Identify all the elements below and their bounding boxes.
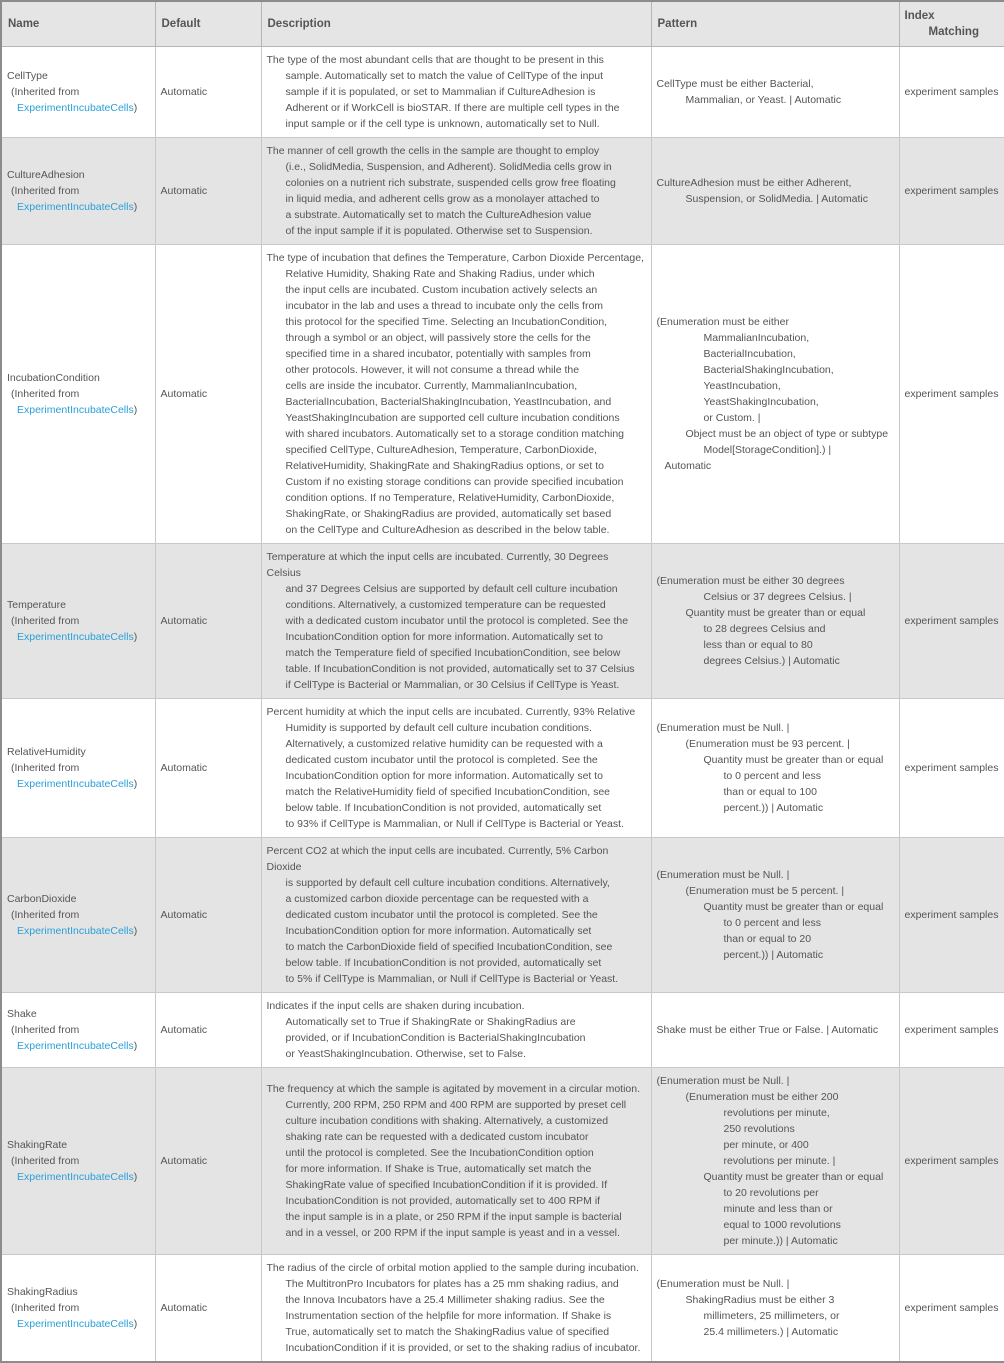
default-cell: Automatic xyxy=(155,138,261,245)
description-cell xyxy=(261,1068,651,1255)
pattern-line: (Enumeration must be Null. | xyxy=(656,722,790,734)
table-row xyxy=(1,245,1004,544)
table-row xyxy=(1,699,1004,838)
description-line: Automatically set to True if ShakingRate or ShakingRadius are xyxy=(285,1016,576,1028)
name-cell xyxy=(1,47,155,138)
option-name: CultureAdhesion xyxy=(7,169,85,181)
index-matching-cell: experiment samples xyxy=(899,245,1004,544)
inherited-suffix: ) xyxy=(133,1318,138,1330)
pattern-cell xyxy=(651,544,899,699)
header-index-matching xyxy=(899,1,1004,47)
description-line: IncubationCondition option for more information. Automatically set to xyxy=(285,631,604,643)
name-cell xyxy=(1,138,155,245)
pattern-line: Automatic xyxy=(664,460,712,472)
header-index-matching-line1: Index xyxy=(904,10,935,22)
index-matching-cell: experiment samples xyxy=(899,993,1004,1068)
inherited-source xyxy=(7,776,150,792)
option-name: Temperature xyxy=(7,599,66,611)
description-line: the Innova Incubators have a 25.4 Millimeter shaking radius. See the xyxy=(285,1294,605,1306)
description-line: The frequency at which the sample is agitated by movement in a circular motion. xyxy=(266,1083,641,1095)
description-line: input sample or if the cell type is unknown, automatically set to Null. xyxy=(285,118,600,130)
table-row xyxy=(1,1255,1004,1363)
pattern-line: CultureAdhesion must be either Adherent, xyxy=(656,177,852,189)
inherited-source xyxy=(7,1169,150,1185)
description-cell xyxy=(261,138,651,245)
description-line: other protocols. However, it will not consume a thread while the xyxy=(285,364,580,376)
description-cell xyxy=(261,699,651,838)
pattern-line: (Enumeration must be either 200 xyxy=(685,1091,839,1103)
description-line: dedicated custom incubator until the protocol is completed. See the xyxy=(285,909,598,921)
description-line: The type of the most abundant cells that are thought to be present in this xyxy=(266,54,604,66)
description-line: conditions. Alternatively, a customized temperature can be requested xyxy=(285,599,606,611)
pattern-line: MammalianIncubation, xyxy=(703,332,810,344)
description-line: specified time in a shared incubator, potentially with samples from xyxy=(285,348,591,360)
inherited-source xyxy=(7,1316,150,1332)
description-line: if CellType is Bacterial or Mammalian, or 30 Celsius if CellType is Yeast. xyxy=(285,679,620,691)
inherited-link[interactable]: ExperimentIncubateCells xyxy=(17,404,134,416)
inherited-suffix: ) xyxy=(133,631,138,643)
description-line: until the protocol is completed. See the IncubationCondition option xyxy=(285,1147,594,1159)
description-line: IncubationCondition option for more information. Automatically set to xyxy=(285,770,604,782)
option-name: ShakingRate xyxy=(7,1139,68,1151)
pattern-line: BacterialIncubation, xyxy=(703,348,796,360)
pattern-line: millimeters, 25 millimeters, or xyxy=(703,1310,840,1322)
description-line: a substrate. Automatically set to match the CultureAdhesion value xyxy=(285,209,592,221)
inherited-source xyxy=(7,402,150,418)
index-matching-cell: experiment samples xyxy=(899,544,1004,699)
description-line: Alternatively, a customized relative humidity can be requested with a xyxy=(285,738,603,750)
pattern-cell xyxy=(651,138,899,245)
header-default: Default xyxy=(155,1,261,47)
inherited-label: (Inherited from xyxy=(11,1024,80,1036)
description-line: culture incubation conditions with shaking. Alternatively, a customized xyxy=(285,1115,609,1127)
description-cell xyxy=(261,838,651,993)
pattern-line: than or equal to 20 xyxy=(723,933,812,945)
pattern-line: degrees Celsius.) | Automatic xyxy=(703,655,840,667)
option-name: CarbonDioxide xyxy=(7,893,77,905)
option-name: Shake xyxy=(7,1008,37,1020)
table-row xyxy=(1,993,1004,1068)
pattern-line: per minute.)) | Automatic xyxy=(723,1235,838,1247)
header-index-matching-line2: Matching xyxy=(928,26,979,38)
inherited-suffix: ) xyxy=(133,404,138,416)
header-name: Name xyxy=(1,1,155,47)
pattern-line: percent.)) | Automatic xyxy=(723,802,824,814)
pattern-cell xyxy=(651,838,899,993)
pattern-line: Shake must be either True or False. | Automatic xyxy=(656,1024,879,1036)
pattern-line: 250 revolutions xyxy=(723,1123,795,1135)
description-line: or YeastShakingIncubation. Otherwise, set to False. xyxy=(285,1048,526,1060)
inherited-label: (Inherited from xyxy=(11,615,80,627)
description-line: to 93% if CellType is Mammalian, or Null if CellType is Bacterial or Yeast. xyxy=(285,818,624,830)
option-name: CellType xyxy=(7,70,48,82)
description-line: on the CellType and CultureAdhesion as described in the below table. xyxy=(285,524,610,536)
description-line: provided, or if IncubationCondition is BacterialShakingIncubation xyxy=(285,1032,586,1044)
description-line: match the Temperature field of specified IncubationCondition, see below xyxy=(285,647,621,659)
pattern-line: Quantity must be greater than or equal xyxy=(703,754,884,766)
option-name: ShakingRadius xyxy=(7,1286,78,1298)
description-line: Temperature at which the input cells are incubated. Currently, 30 Degrees Celsius xyxy=(266,551,609,579)
description-line: IncubationCondition if it is provided, or set to the shaking radius of incubator. xyxy=(285,1342,641,1354)
pattern-line: to 0 percent and less xyxy=(723,917,821,929)
table-row xyxy=(1,138,1004,245)
description-line: to match the CarbonDioxide field of specified IncubationCondition, see xyxy=(285,941,613,953)
pattern-line: or Custom. | xyxy=(703,412,761,424)
description-line: Indicates if the input cells are shaken during incubation. xyxy=(266,1000,525,1012)
pattern-cell xyxy=(651,1255,899,1363)
description-line: the input cells are incubated. Custom incubation actively selects an xyxy=(285,284,598,296)
description-cell xyxy=(261,245,651,544)
pattern-line: Quantity must be greater than or equal xyxy=(685,607,866,619)
header-row xyxy=(1,1,1004,47)
description-line: this protocol for the specified Time. Selecting an IncubationCondition, xyxy=(285,316,608,328)
pattern-line: Mammalian, or Yeast. | Automatic xyxy=(685,94,842,106)
name-cell xyxy=(1,993,155,1068)
index-matching-cell: experiment samples xyxy=(899,47,1004,138)
default-cell: Automatic xyxy=(155,1068,261,1255)
table-body xyxy=(1,47,1004,1363)
description-line: The radius of the circle of orbital motion applied to the sample during incubation. xyxy=(266,1262,639,1274)
inherited-source xyxy=(7,1038,150,1054)
pattern-line: CellType must be either Bacterial, xyxy=(656,78,814,90)
pattern-line: 25.4 millimeters.) | Automatic xyxy=(703,1326,839,1338)
pattern-line: ShakingRadius must be either 3 xyxy=(685,1294,835,1306)
pattern-line: revolutions per minute. | xyxy=(723,1155,836,1167)
inherited-suffix: ) xyxy=(133,1171,138,1183)
description-line: specified CellType, CultureAdhesion, Temperature, CarbonDioxide, xyxy=(285,444,597,456)
description-line: sample if it is populated, or set to Mammalian if CultureAdhesion is xyxy=(285,86,596,98)
inherited-label: (Inherited from xyxy=(11,388,80,400)
pattern-line: Quantity must be greater than or equal xyxy=(703,1171,884,1183)
inherited-suffix: ) xyxy=(133,925,138,937)
pattern-line: YeastShakingIncubation, xyxy=(703,396,819,408)
inherited-link[interactable]: ExperimentIncubateCells xyxy=(17,778,134,790)
description-line: IncubationCondition is not provided, automatically set to 400 RPM if xyxy=(285,1195,601,1207)
inherited-link[interactable]: ExperimentIncubateCells xyxy=(17,1171,134,1183)
default-cell: Automatic xyxy=(155,1255,261,1363)
inherited-link[interactable]: ExperimentIncubateCells xyxy=(17,1318,134,1330)
pattern-line: Celsius or 37 degrees Celsius. | xyxy=(703,591,852,603)
description-line: Instrumentation section of the helpfile for more information. If Shake is xyxy=(285,1310,612,1322)
description-line: dedicated custom incubator until the protocol is completed. See the xyxy=(285,754,598,766)
header-pattern: Pattern xyxy=(651,1,899,47)
table-row xyxy=(1,838,1004,993)
pattern-line: (Enumeration must be either xyxy=(656,316,789,328)
description-line: colonies on a nutrient rich substrate, suspended cells grow free floating xyxy=(285,177,616,189)
description-line: The MultitronPro Incubators for plates has a 25 mm shaking radius, and xyxy=(285,1278,619,1290)
description-line: the input sample is in a plate, or 250 RPM if the input sample is bacterial xyxy=(285,1211,622,1223)
description-line: RelativeHumidity, ShakingRate and ShakingRadius options, or set to xyxy=(285,460,604,472)
option-name: IncubationCondition xyxy=(7,372,100,384)
description-line: a customized carbon dioxide percentage can be requested with a xyxy=(285,893,589,905)
description-line: below table. If IncubationCondition is not provided, automatically set xyxy=(285,957,602,969)
header-description: Description xyxy=(261,1,651,47)
default-cell: Automatic xyxy=(155,699,261,838)
description-cell xyxy=(261,993,651,1068)
inherited-link[interactable]: ExperimentIncubateCells xyxy=(17,925,134,937)
inherited-source xyxy=(7,923,150,939)
index-matching-cell: experiment samples xyxy=(899,838,1004,993)
description-line: ShakingRate value of specified IncubationCondition if it is provided. If xyxy=(285,1179,608,1191)
option-name: RelativeHumidity xyxy=(7,746,86,758)
pattern-cell xyxy=(651,245,899,544)
description-line: is supported by default cell culture incubation conditions. Alternatively, xyxy=(285,877,610,889)
inherited-suffix: ) xyxy=(133,778,138,790)
pattern-line: to 28 degrees Celsius and xyxy=(703,623,826,635)
pattern-line: equal to 1000 revolutions xyxy=(723,1219,841,1231)
description-line: The type of incubation that defines the Temperature, Carbon Dioxide Percentage, xyxy=(266,252,644,264)
default-cell: Automatic xyxy=(155,838,261,993)
description-line: Percent CO2 at which the input cells are incubated. Currently, 5% Carbon Dioxide xyxy=(266,845,609,873)
inherited-link[interactable]: ExperimentIncubateCells xyxy=(17,1040,134,1052)
pattern-line: than or equal to 100 xyxy=(723,786,817,798)
description-line: with a dedicated custom incubator until the protocol is completed. See the xyxy=(285,615,629,627)
pattern-line: (Enumeration must be Null. | xyxy=(656,1075,790,1087)
inherited-link[interactable]: ExperimentIncubateCells xyxy=(17,102,134,114)
inherited-label: (Inherited from xyxy=(11,1155,80,1167)
description-line: Relative Humidity, Shaking Rate and Shaking Radius, under which xyxy=(285,268,595,280)
pattern-cell xyxy=(651,47,899,138)
description-line: with shared incubators. Automatically set to a storage condition matching xyxy=(285,428,625,440)
inherited-label: (Inherited from xyxy=(11,185,80,197)
table-row xyxy=(1,544,1004,699)
description-line: condition options. If no Temperature, RelativeHumidity, CarbonDioxide, xyxy=(285,492,615,504)
inherited-suffix: ) xyxy=(133,1040,138,1052)
description-line: and in a vessel, or 200 RPM if the input sample is yeast and in a vessel. xyxy=(285,1227,620,1239)
pattern-line: less than or equal to 80 xyxy=(703,639,813,651)
pattern-cell xyxy=(651,699,899,838)
description-line: for more information. If Shake is True, automatically set match the xyxy=(285,1163,592,1175)
pattern-line: (Enumeration must be 93 percent. | xyxy=(685,738,850,750)
index-matching-cell: experiment samples xyxy=(899,1255,1004,1363)
description-line: BacterialIncubation, BacterialShakingIncubation, YeastIncubation, and xyxy=(285,396,612,408)
description-line: incubator in the lab and uses a thread to incubate only the cells from xyxy=(285,300,604,312)
index-matching-cell: experiment samples xyxy=(899,699,1004,838)
inherited-source xyxy=(7,199,150,215)
description-line: YeastShakingIncubation are supported cell culture incubation conditions xyxy=(285,412,620,424)
name-cell xyxy=(1,1255,155,1363)
pattern-line: Object must be an object of type or subtype xyxy=(685,428,889,440)
table-row xyxy=(1,1068,1004,1255)
pattern-cell xyxy=(651,1068,899,1255)
pattern-cell xyxy=(651,993,899,1068)
description-line: and 37 Degrees Celsius are supported by default cell culture incubation xyxy=(285,583,618,595)
description-line: IncubationCondition option for more information. Automatically set xyxy=(285,925,592,937)
description-line: Custom if no existing storage conditions can provide specified incubation xyxy=(285,476,624,488)
description-line: through a symbol or an object, will passively store the cells for the xyxy=(285,332,591,344)
inherited-label: (Inherited from xyxy=(11,86,80,98)
description-line: in liquid media, and adherent cells grow as a monolayer attached to xyxy=(285,193,600,205)
inherited-label: (Inherited from xyxy=(11,1302,80,1314)
description-cell xyxy=(261,544,651,699)
pattern-line: Suspension, or SolidMedia. | Automatic xyxy=(685,193,868,205)
inherited-label: (Inherited from xyxy=(11,762,80,774)
description-line: of the input sample if it is populated. Otherwise set to Suspension. xyxy=(285,225,593,237)
inherited-label: (Inherited from xyxy=(11,909,80,921)
description-line: The manner of cell growth the cells in the sample are thought to employ xyxy=(266,145,600,157)
pattern-line: percent.)) | Automatic xyxy=(723,949,824,961)
name-cell xyxy=(1,699,155,838)
pattern-line: (Enumeration must be Null. | xyxy=(656,869,790,881)
description-line: match the RelativeHumidity field of specified IncubationCondition, see xyxy=(285,786,611,798)
pattern-line: revolutions per minute, xyxy=(723,1107,830,1119)
pattern-line: YeastIncubation, xyxy=(703,380,781,392)
inherited-suffix: ) xyxy=(133,201,138,213)
name-cell xyxy=(1,245,155,544)
name-cell xyxy=(1,838,155,993)
default-cell: Automatic xyxy=(155,993,261,1068)
inherited-source xyxy=(7,100,150,116)
description-line: (i.e., SolidMedia, Suspension, and Adherent). SolidMedia cells grow in xyxy=(285,161,612,173)
description-line: ShakingRate, or ShakingRadius are provided, automatically set based xyxy=(285,508,612,520)
description-line: shaking rate can be requested with a dedicated custom incubator xyxy=(285,1131,589,1143)
inherited-link[interactable]: ExperimentIncubateCells xyxy=(17,201,134,213)
description-line: Adherent or if WorkCell is bioSTAR. If there are multiple cell types in the xyxy=(285,102,620,114)
description-line: table. If IncubationCondition is not provided, automatically set to 37 Celsius xyxy=(285,663,635,675)
description-line: below table. If IncubationCondition is not provided, automatically set xyxy=(285,802,602,814)
index-matching-cell: experiment samples xyxy=(899,1068,1004,1255)
pattern-line: (Enumeration must be either 30 degrees xyxy=(656,575,845,587)
default-cell: Automatic xyxy=(155,544,261,699)
pattern-line: to 20 revolutions per xyxy=(723,1187,819,1199)
pattern-line: (Enumeration must be 5 percent. | xyxy=(685,885,845,897)
description-line: True, automatically set to match the ShakingRadius value of specified xyxy=(285,1326,610,1338)
description-line: to 5% if CellType is Mammalian, or Null if CellType is Bacterial or Yeast. xyxy=(285,973,619,985)
pattern-line: Model[StorageCondition].) | xyxy=(703,444,832,456)
description-line: Currently, 200 RPM, 250 RPM and 400 RPM are supported by preset cell xyxy=(285,1099,627,1111)
pattern-line: minute and less than or xyxy=(723,1203,833,1215)
name-cell xyxy=(1,544,155,699)
inherited-link[interactable]: ExperimentIncubateCells xyxy=(17,631,134,643)
index-matching-cell: experiment samples xyxy=(899,138,1004,245)
description-line: Percent humidity at which the input cells are incubated. Currently, 93% Relative xyxy=(266,706,636,718)
description-cell xyxy=(261,1255,651,1363)
pattern-line: to 0 percent and less xyxy=(723,770,821,782)
pattern-line: per minute, or 400 xyxy=(723,1139,809,1151)
description-line: Humidity is supported by default cell culture incubation conditions. xyxy=(285,722,592,734)
pattern-line: BacterialShakingIncubation, xyxy=(703,364,834,376)
description-line: sample. Automatically set to match the value of CellType of the input xyxy=(285,70,604,82)
description-line: cells are inside the incubator. Currently, MammalianIncubation, xyxy=(285,380,578,392)
default-cell: Automatic xyxy=(155,47,261,138)
pattern-line: Quantity must be greater than or equal xyxy=(703,901,884,913)
inherited-suffix: ) xyxy=(133,102,138,114)
pattern-line: (Enumeration must be Null. | xyxy=(656,1278,790,1290)
description-cell xyxy=(261,47,651,138)
name-cell xyxy=(1,1068,155,1255)
table-row xyxy=(1,47,1004,138)
inherited-source xyxy=(7,629,150,645)
default-cell: Automatic xyxy=(155,245,261,544)
